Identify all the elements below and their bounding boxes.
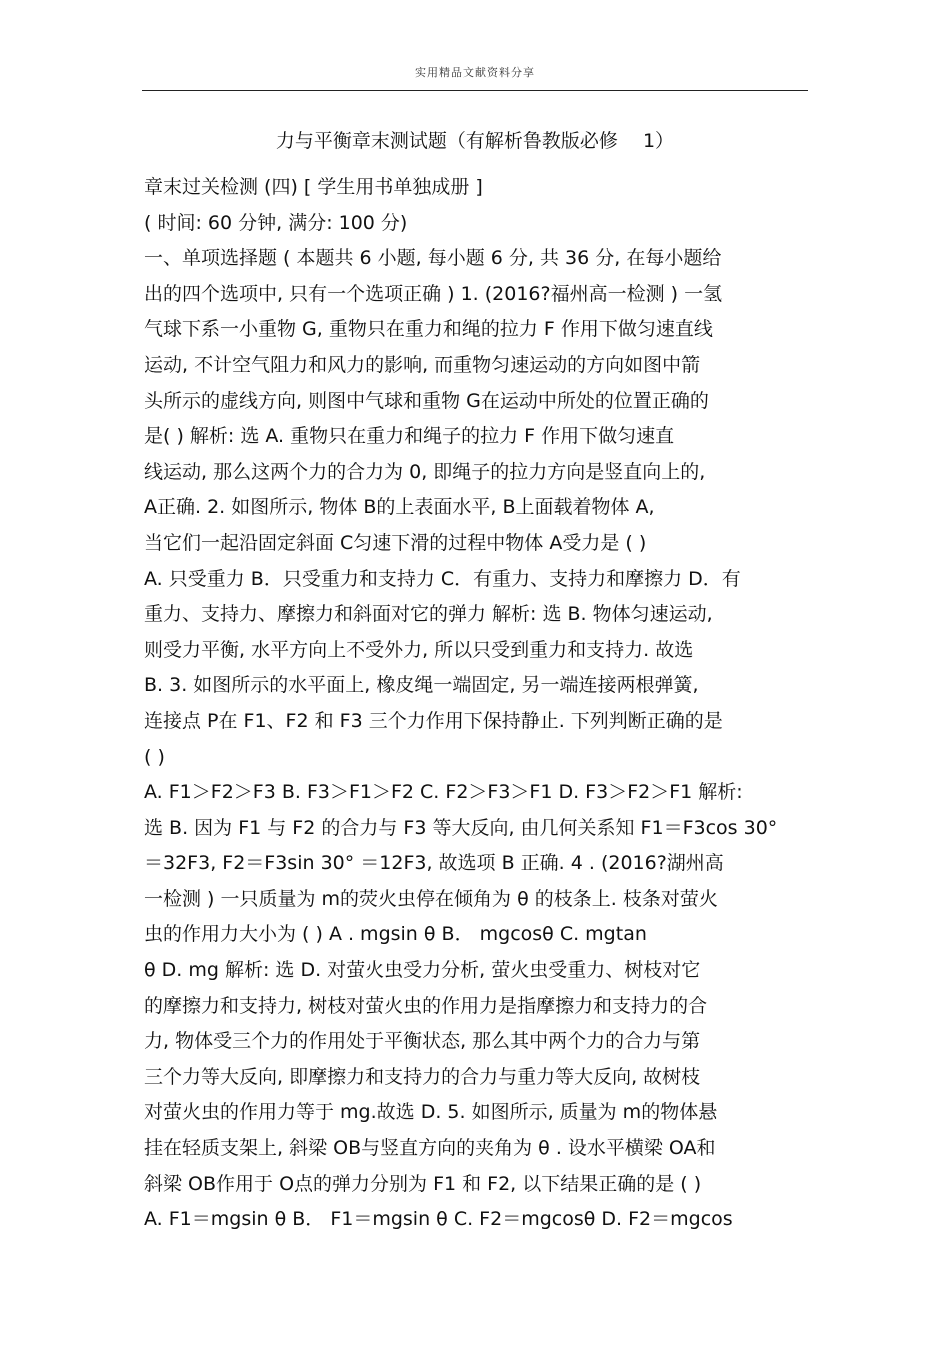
text-line: A正确. 2. 如图所示, 物体 B的上表面水平, B上面载着物体 A,: [144, 496, 655, 519]
text-line: 选 B. 因为 F1 与 F2 的合力与 F3 等大反向, 由几何关系知 F1＝F3cos 30°: [144, 816, 778, 839]
text-line: 的摩擦力和支持力, 树枝对萤火虫的作用力是指摩擦力和支持力的合: [144, 994, 708, 1017]
header-rule: [142, 90, 808, 91]
text-line: 当它们一起沿固定斜面 C匀速下滑的过程中物体 A受力是 ( ): [144, 531, 647, 554]
text-line: 线运动, 那么这两个力的合力为 0, 即绳子的拉力方向是竖直向上的,: [144, 460, 706, 483]
text-line: ( 时间: 60 分钟, 满分: 100 分): [144, 211, 408, 234]
text-line: A. F1＞F2＞F3 B. F3＞F1＞F2 C. F2＞F3＞F1 D. F3＞F2＞F1 解析:: [144, 781, 743, 804]
document-body: [144, 170, 824, 1238]
text-line: 头所示的虚线方向, 则图中气球和重物 G在运动中所处的位置正确的: [144, 389, 709, 412]
text-line: 则受力平衡, 水平方向上不受外力, 所以只受到重力和支持力. 故选: [144, 638, 694, 661]
text-line: 是( ) 解析: 选 A. 重物只在重力和绳子的拉力 F 作用下做匀速直: [144, 425, 675, 448]
text-line: 运动, 不计空气阻力和风力的影响, 而重物匀速运动的方向如图中箭: [144, 353, 701, 376]
text-line: 虫的作用力大小为 ( ) A . mgsin θ B． mgcosθ C. mgtan: [144, 923, 647, 946]
text-line: 对萤火虫的作用力等于 mg.故选 D. 5. 如图所示, 质量为 m的物体悬: [144, 1101, 718, 1124]
document-title: 力与平衡章末测试题（有解析鲁教版必修 1）: [275, 130, 675, 152]
text-line: 气球下系一小重物 G, 重物只在重力和绳的拉力 F 作用下做匀速直线: [144, 318, 713, 341]
text-line: A. 只受重力 B．只受重力和支持力 C．有重力、支持力和摩擦力 D．有: [144, 567, 741, 590]
text-line: ( ): [144, 745, 165, 768]
text-line: 斜梁 OB作用于 O点的弹力分别为 F1 和 F2, 以下结果正确的是 ( ): [144, 1172, 702, 1195]
text-line: 三个力等大反向, 即摩擦力和支持力的合力与重力等大反向, 故树枝: [144, 1065, 701, 1088]
text-line: ＝32F3, F2＝F3sin 30° ＝12F3, 故选项 B 正确. 4 . (2016?湖州高: [144, 852, 724, 875]
text-line: A. F1＝mgsin θ B． F1＝mgsin θ C. F2＝mgcosθ D. F2＝mgcos: [144, 1208, 733, 1231]
page-header: 实用精品文献资料分享: [415, 66, 535, 79]
text-line: 出的四个选项中, 只有一个选项正确 ) 1. (2016?福州高一检测 ) 一氢: [144, 282, 723, 305]
text-line: θ D. mg 解析: 选 D. 对萤火虫受力分析, 萤火虫受重力、树枝对它: [144, 959, 701, 982]
text-line: 挂在轻质支架上, 斜梁 OB与竖直方向的夹角为 θ . 设水平横梁 OA和: [144, 1137, 716, 1160]
text-line: 一、单项选择题 ( 本题共 6 小题, 每小题 6 分, 共 36 分, 在每小题给: [144, 247, 722, 270]
text-line: B. 3. 如图所示的水平面上, 橡皮绳一端固定, 另一端连接两根弹簧,: [144, 674, 699, 697]
text-line: 章末过关检测 (四) [ 学生用书单独成册 ]: [144, 176, 483, 198]
text-line: 力, 物体受三个力的作用处于平衡状态, 那么其中两个力的合力与第: [144, 1030, 701, 1053]
text-line: 一检测 ) 一只质量为 m的荧火虫停在倾角为 θ 的枝条上. 枝条对萤火: [144, 887, 718, 910]
text-line: 重力、支持力、摩擦力和斜面对它的弹力 解析: 选 B. 物体匀速运动,: [144, 603, 713, 626]
text-line: 连接点 P在 F1、F2 和 F3 三个力作用下保持静止. 下列判断正确的是: [144, 709, 723, 732]
